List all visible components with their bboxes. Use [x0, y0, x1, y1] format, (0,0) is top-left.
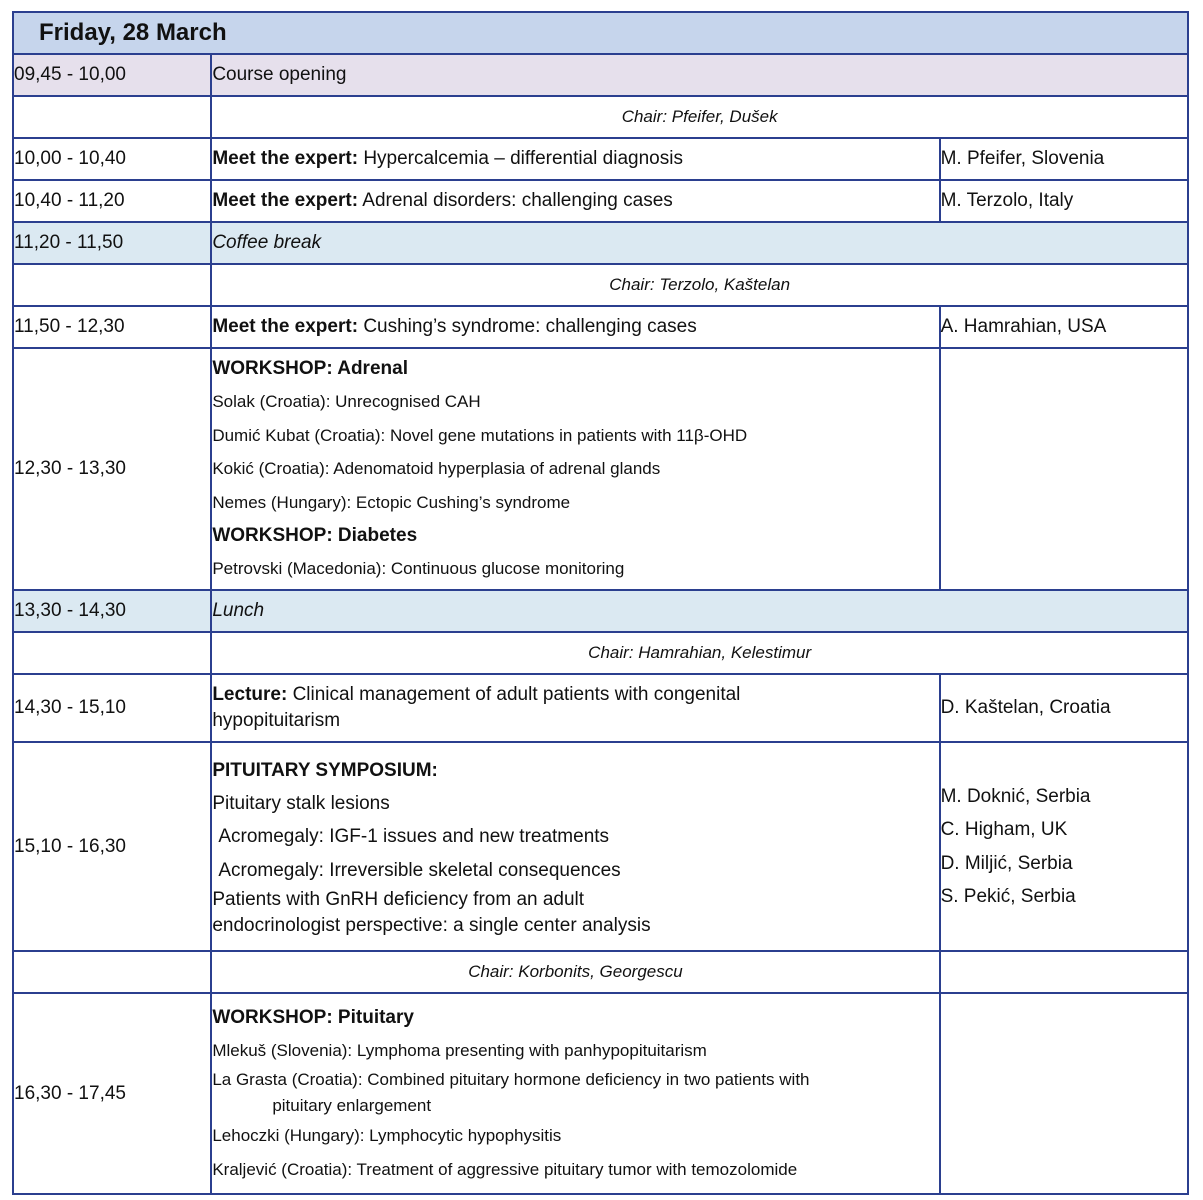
session-row — [13, 180, 1188, 222]
workshop-item: Kraljević (Croatia): Treatment of aggressive pituitary tumor with temozolomide — [212, 1159, 798, 1179]
session-time: 16,30 - 17,45 — [13, 993, 211, 1194]
session-time: 15,10 - 16,30 — [13, 742, 211, 951]
chair-row — [13, 96, 1188, 138]
workshop-title: WORKSHOP: Pituitary — [212, 1006, 414, 1028]
session-content — [211, 674, 939, 742]
session-time: 12,30 - 13,30 — [13, 348, 211, 590]
session-time: 14,30 - 15,10 — [13, 674, 211, 742]
workshop-title: WORKSHOP: Diabetes — [212, 525, 418, 547]
session-time: 11,50 - 12,30 — [13, 306, 211, 348]
break-time: 13,30 - 14,30 — [13, 590, 211, 632]
empty-cell — [940, 951, 1188, 993]
chair-text: Chair: Korbonits, Georgescu — [211, 951, 939, 993]
workshop-title: WORKSHOP: Adrenal — [212, 358, 408, 380]
speaker-name: D. Miljić, Serbia — [940, 852, 1073, 874]
workshop-row-pituitary — [13, 993, 1188, 1194]
session-row-lecture — [13, 674, 1188, 742]
session-title: Course opening — [211, 54, 1188, 96]
session-content — [211, 306, 939, 348]
symposium-talk: Acromegaly: Irreversible skeletal consequences — [218, 859, 621, 881]
session-speaker: A. Hamrahian, USA — [940, 306, 1188, 348]
workshop-item: Kokić (Croatia): Adenomatoid hyperplasia of adrenal glands — [212, 459, 661, 479]
symposium-speakers — [940, 742, 1188, 951]
speaker-name: M. Doknić, Serbia — [940, 785, 1091, 807]
symposium-talk: Pituitary stalk lesions — [212, 792, 390, 814]
break-row-lunch — [13, 590, 1188, 632]
chair-text: Chair: Hamrahian, Kelestimur — [211, 632, 1188, 674]
chair-text: Chair: Terzolo, Kaštelan — [211, 264, 1188, 306]
session-title: Adrenal disorders: challenging cases — [362, 190, 673, 211]
session-title: Cushing’s syndrome: challenging cases — [363, 316, 697, 337]
empty-cell — [13, 632, 211, 674]
speaker-name: C. Higham, UK — [940, 819, 1068, 840]
empty-cell — [940, 348, 1188, 590]
empty-cell — [13, 264, 211, 306]
day-header-row — [13, 12, 1188, 54]
session-label: Meet the expert: — [212, 316, 359, 337]
break-time: 11,20 - 11,50 — [13, 222, 211, 264]
workshop-item: Dumić Kubat (Croatia): Novel gene mutations in patients with 11β-OHD — [212, 425, 748, 445]
workshop-item: Mlekuš (Slovenia): Lymphoma presenting with panhypopituitarism — [212, 1040, 707, 1060]
symposium-title: PITUITARY SYMPOSIUM: — [212, 759, 438, 781]
break-title: Coffee break — [211, 222, 1188, 264]
session-row — [13, 306, 1188, 348]
empty-cell — [13, 951, 211, 993]
break-title: Lunch — [211, 590, 1188, 632]
session-speaker: D. Kaštelan, Croatia — [940, 674, 1188, 742]
workshop-item: Lehoczki (Hungary): Lymphocytic hypophysitis — [212, 1126, 562, 1146]
session-title: Hypercalcemia – differential diagnosis — [363, 148, 683, 169]
session-label: Lecture: — [212, 684, 288, 705]
session-speaker: M. Terzolo, Italy — [940, 180, 1188, 222]
workshop-item: La Grasta (Croatia): Combined pituitary hormone deficiency in two patients with — [212, 1070, 810, 1090]
chair-row — [13, 632, 1188, 674]
session-content — [211, 180, 939, 222]
break-row-coffee — [13, 222, 1188, 264]
symposium-content — [211, 742, 939, 951]
session-title: Clinical management of adult patients with congenital — [292, 684, 741, 705]
symposium-talk: Patients with GnRH deficiency from an adult — [212, 889, 585, 911]
workshop-item: Petrovski (Macedonia): Continuous glucose monitoring — [212, 559, 625, 579]
session-time: 10,40 - 11,20 — [13, 180, 211, 222]
workshop-row-adrenal-diabetes — [13, 348, 1188, 590]
day-title: Friday, 28 March — [13, 12, 1188, 54]
empty-cell — [13, 96, 211, 138]
session-label: Meet the expert: — [212, 148, 359, 169]
program-table — [12, 11, 1189, 1195]
symposium-talk-cont: endocrinologist perspective: a single center analysis — [212, 915, 651, 937]
symposium-talk: Acromegaly: IGF-1 issues and new treatments — [218, 826, 610, 848]
session-row — [13, 138, 1188, 180]
chair-row — [13, 951, 1188, 993]
session-speaker: M. Pfeifer, Slovenia — [940, 138, 1188, 180]
symposium-row — [13, 742, 1188, 951]
chair-row — [13, 264, 1188, 306]
session-label: Meet the expert: — [212, 190, 359, 211]
workshop-item: Solak (Croatia): Unrecognised CAH — [212, 392, 481, 412]
session-row-opening — [13, 54, 1188, 96]
workshop-content — [211, 348, 939, 590]
chair-text: Chair: Pfeifer, Dušek — [211, 96, 1188, 138]
workshop-content — [211, 993, 939, 1194]
lecture-line — [212, 682, 938, 708]
session-time: 10,00 - 10,40 — [13, 138, 211, 180]
session-content — [211, 138, 939, 180]
workshop-item: Nemes (Hungary): Ectopic Cushing’s syndrome — [212, 492, 571, 512]
empty-cell — [940, 993, 1188, 1194]
speaker-name: S. Pekić, Serbia — [940, 886, 1076, 907]
session-time: 09,45 - 10,00 — [13, 54, 211, 96]
session-title-cont: hypopituitarism — [212, 710, 341, 731]
workshop-item-cont: pituitary enlargement — [272, 1096, 432, 1116]
